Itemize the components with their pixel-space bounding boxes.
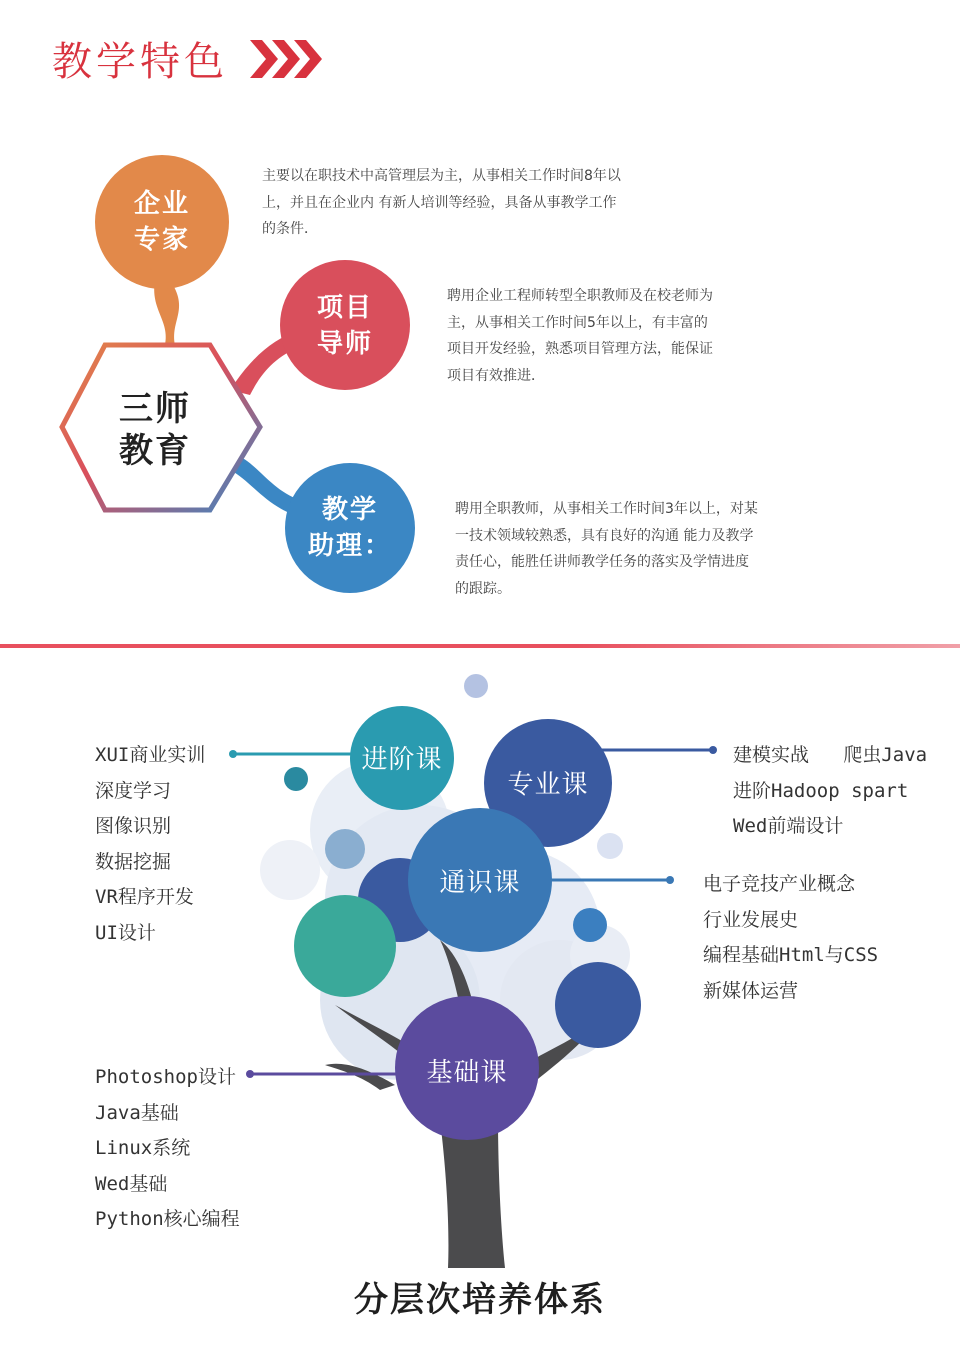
professional-course-label: 专业课 bbox=[507, 770, 589, 800]
general-course-label: 通识课 bbox=[439, 868, 521, 898]
list-item: UI设计 bbox=[95, 921, 156, 944]
advanced-course-list bbox=[95, 738, 205, 951]
list-item: 编程基础Html与CSS bbox=[703, 944, 879, 966]
list-item: 数据挖掘 bbox=[95, 850, 172, 873]
advanced-course-label: 进阶课 bbox=[361, 745, 443, 775]
list-item: 新媒体运营 bbox=[703, 979, 799, 1002]
list-item: Linux系统 bbox=[95, 1137, 191, 1159]
basic-course-label: 基础课 bbox=[426, 1058, 508, 1088]
section-title: 教学特色 bbox=[52, 39, 228, 85]
list-item: 图像识别 bbox=[95, 815, 172, 837]
list-item: Wed前端设计 bbox=[733, 815, 844, 837]
teal-leaf bbox=[294, 895, 396, 997]
teaching-assistant-desc: 聘用全职教师，从事相关工作时间3年以上，对某 一技术领域较熟悉，具有良好的沟通 能力及教学 责任心，能胜任讲师教学任务的落实及学情进度 的跟踪。 bbox=[455, 501, 758, 597]
teaching-assistant-label: 教学 助理： bbox=[307, 495, 392, 561]
project-mentor-desc: 聘用企业工程师转型全职教师及在校老师为 主，从事相关工作时间5年以上，有丰富的 项目开发经验，熟悉项目管理方法，能保证 项目有效推进． bbox=[447, 288, 713, 384]
enterprise-expert-desc: 主要以在职技术中高管理层为主，从事相关工作时间8年以 上，并且在企业内 有新人培训等经验，具备从事教学工作 的条件． bbox=[262, 168, 621, 237]
list-item: VR程序开发 bbox=[95, 886, 194, 908]
general-course-list bbox=[703, 867, 878, 1009]
list-item: 深度学习 bbox=[95, 779, 172, 802]
tree-trunk bbox=[440, 1118, 505, 1268]
list-item: Python核心编程 bbox=[95, 1208, 240, 1230]
list-item: 行业发展史 bbox=[703, 908, 799, 931]
tree-title: 分层次培养体系 bbox=[354, 1280, 606, 1320]
basic-course-list bbox=[95, 1060, 240, 1238]
list-item: XUI商业实训 bbox=[95, 744, 206, 766]
list-item: 进阶Hadoop spart bbox=[733, 779, 909, 802]
chevron-right-icon bbox=[250, 38, 322, 80]
list-item: Photoshop设计 bbox=[95, 1066, 236, 1088]
professional-course-list bbox=[733, 738, 927, 845]
list-item: Wed基础 bbox=[95, 1172, 168, 1195]
enterprise-expert-label: 企业 专家 bbox=[133, 189, 190, 255]
project-mentor-label: 项目 导师 bbox=[316, 293, 373, 359]
section-divider bbox=[0, 644, 960, 648]
list-item: Java基础 bbox=[95, 1101, 179, 1124]
center-label: 三师 教育 bbox=[119, 389, 191, 471]
list-item: 建模实战 爬虫Java bbox=[733, 744, 928, 766]
list-item: 电子竞技产业概念 bbox=[703, 873, 856, 895]
